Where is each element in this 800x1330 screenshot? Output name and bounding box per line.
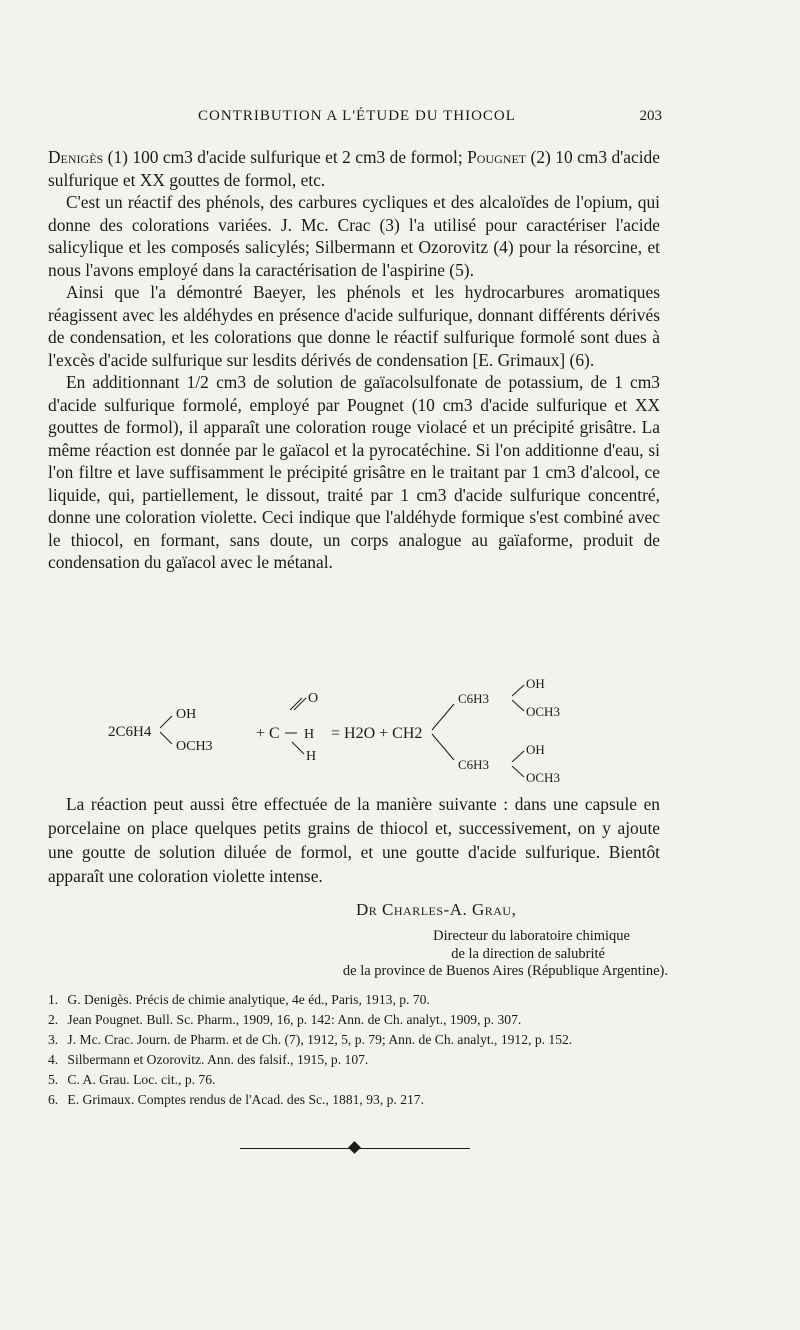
paragraph: La réaction peut aussi être effectuée de la manière suivante : dans une capsule en porcelaine on place quelques petits grains de thiocol et, successivement, on y ajoute une goutte de solution diluée de formol, et une goutte d'acide sulfurique. Bientôt apparaît une coloration violette intense. (48, 794, 660, 886)
second-text-block (48, 792, 660, 888)
footnote-text: G. Denigès. Précis de chimie analytique, 4e éd., Paris, 1913, p. 70. (67, 992, 430, 1007)
bond-line (512, 766, 524, 777)
bond-line (432, 704, 454, 730)
footnote-number: 4. (48, 1052, 59, 1067)
running-header (48, 108, 662, 132)
footnote-number: 1. (48, 992, 59, 1007)
bond-line (512, 700, 524, 711)
text-run: (2) 10 cm3 d'acide sulfurique et XX gouttes de formol, etc. (48, 147, 660, 190)
formula-oh: OH (176, 707, 197, 722)
formula-c6h3: C6H3 (458, 691, 490, 706)
formula-reactant: 2C6H4 (108, 724, 152, 740)
chemical-equation (48, 676, 660, 786)
formula-och3: OCH3 (526, 770, 560, 785)
formula-plus-c: + C (256, 725, 280, 742)
equation-figure (48, 676, 660, 786)
footnote (48, 1050, 662, 1070)
footnote (48, 1030, 662, 1050)
bond-line (160, 716, 172, 728)
footnote-text: C. A. Grau. Loc. cit., p. 76. (67, 1072, 216, 1087)
footnote-number: 5. (48, 1072, 59, 1087)
page-number: 203 (639, 108, 662, 124)
author-name: Denigès (48, 147, 104, 167)
formula-h: H (304, 727, 315, 742)
footnote-text: Silbermann et Ozorovitz. Ann. des falsif., 1915, p. 107. (67, 1052, 369, 1067)
formula-h: H (306, 749, 317, 764)
affiliation-line: Directeur du laboratoire chimique (433, 928, 630, 944)
paragraph: En additionnant 1/2 cm3 de solution de gaïacolsulfonate de potassium, de 1 cm3 d'acide sulfurique formolé, employé par Pougnet (10 cm3 d'acide sulfurique et XX gouttes de formol), il apparaît une coloration rouge violacé et un précipité grisâtre. La même réaction est donnée par le gaïacol et la pyrocatéchine. Si l'on additionne d'eau, si l'on filtre et lave suffisamment le précipité grisâtre en le traitant par 1 cm3 d'alcool, ce liquide, qui, partiellement, le dissout, traité par 1 cm3 d'acide sulfurique concentré, donne une coloration violette. Ceci indique que l'aldéhyde formique s'est combiné avec le thiocol, en formant, sans doute, un corps analogue au gaïaforme, produit de condensation du gaïacol avec le métanal. (48, 372, 660, 572)
bond-line (160, 732, 172, 744)
formula-oh: OH (526, 676, 545, 691)
formula-equals: = H2O + CH2 (331, 725, 423, 742)
footnote-text: Jean Pougnet. Bull. Sc. Pharm., 1909, 16, p. 142: Ann. de Ch. analyt., 1909, p. 307. (67, 1012, 522, 1027)
affiliation-line: de la province de Buenos Aires (République Argentine). (342, 963, 668, 979)
bond-line (432, 734, 454, 760)
author-name: Pougnet (467, 147, 527, 167)
bond-line (292, 742, 304, 754)
paragraph-continued (48, 146, 660, 191)
running-title: CONTRIBUTION A L'ÉTUDE DU THIOCOL (198, 108, 516, 124)
footnote-number: 2. (48, 1012, 59, 1027)
footnote (48, 990, 662, 1010)
affiliation-line: de la direction de salubrité (451, 946, 605, 962)
paragraph: Ainsi que l'a démontré Baeyer, les phénols et les hydrocarbures aromatiques réagissent avec les aldéhydes en présence d'acide sulfurique, donnant différents dérivés de condensation, et les colorations que donne le réactif sulfurique formolé sont dues à l'excès d'acide sulfurique sur lesdits dérivés de condensation [E. Grimaux] (6). (48, 282, 660, 370)
formula-och3: OCH3 (176, 739, 213, 754)
formula-och3: OCH3 (526, 704, 560, 719)
footnote-number: 6. (48, 1092, 59, 1107)
footnote-text: E. Grimaux. Comptes rendus de l'Acad. des Sc., 1881, 93, p. 217. (67, 1092, 424, 1107)
footnote (48, 1070, 662, 1090)
footnote (48, 1010, 662, 1030)
text-run: (1) 100 cm3 d'acide sulfurique et 2 cm3 de formol; (107, 147, 463, 167)
formula-oh: OH (526, 742, 545, 757)
bond-line (512, 685, 524, 696)
footnotes (48, 990, 662, 1110)
formula-c6h3: C6H3 (458, 757, 490, 772)
diamond-ornament-icon (348, 1141, 361, 1154)
paragraph: C'est un réactif des phénols, des carbures cycliques et des alcaloïdes de l'opium, qui donne des colorations variées. J. Mc. Crac (3) l'a utilisé pour caractériser l'acide salicylique et les composés salicylés; Silbermann et Ozorovitz (4) pour la résorcine, et nous l'avons employé dans la caractérisation de l'aspirine (5). (48, 192, 660, 280)
formula-o: O (308, 691, 319, 706)
footnote-text: J. Mc. Crac. Journ. de Pharm. et de Ch. (7), 1912, 5, p. 79; Ann. de Ch. analyt., 1912, p. 152. (67, 1032, 573, 1047)
author-signature: Dr Charles-A. Grau, (356, 900, 517, 919)
footnote (48, 1090, 662, 1110)
main-text (48, 146, 660, 574)
bond-line (512, 751, 524, 762)
footnote-number: 3. (48, 1032, 59, 1047)
